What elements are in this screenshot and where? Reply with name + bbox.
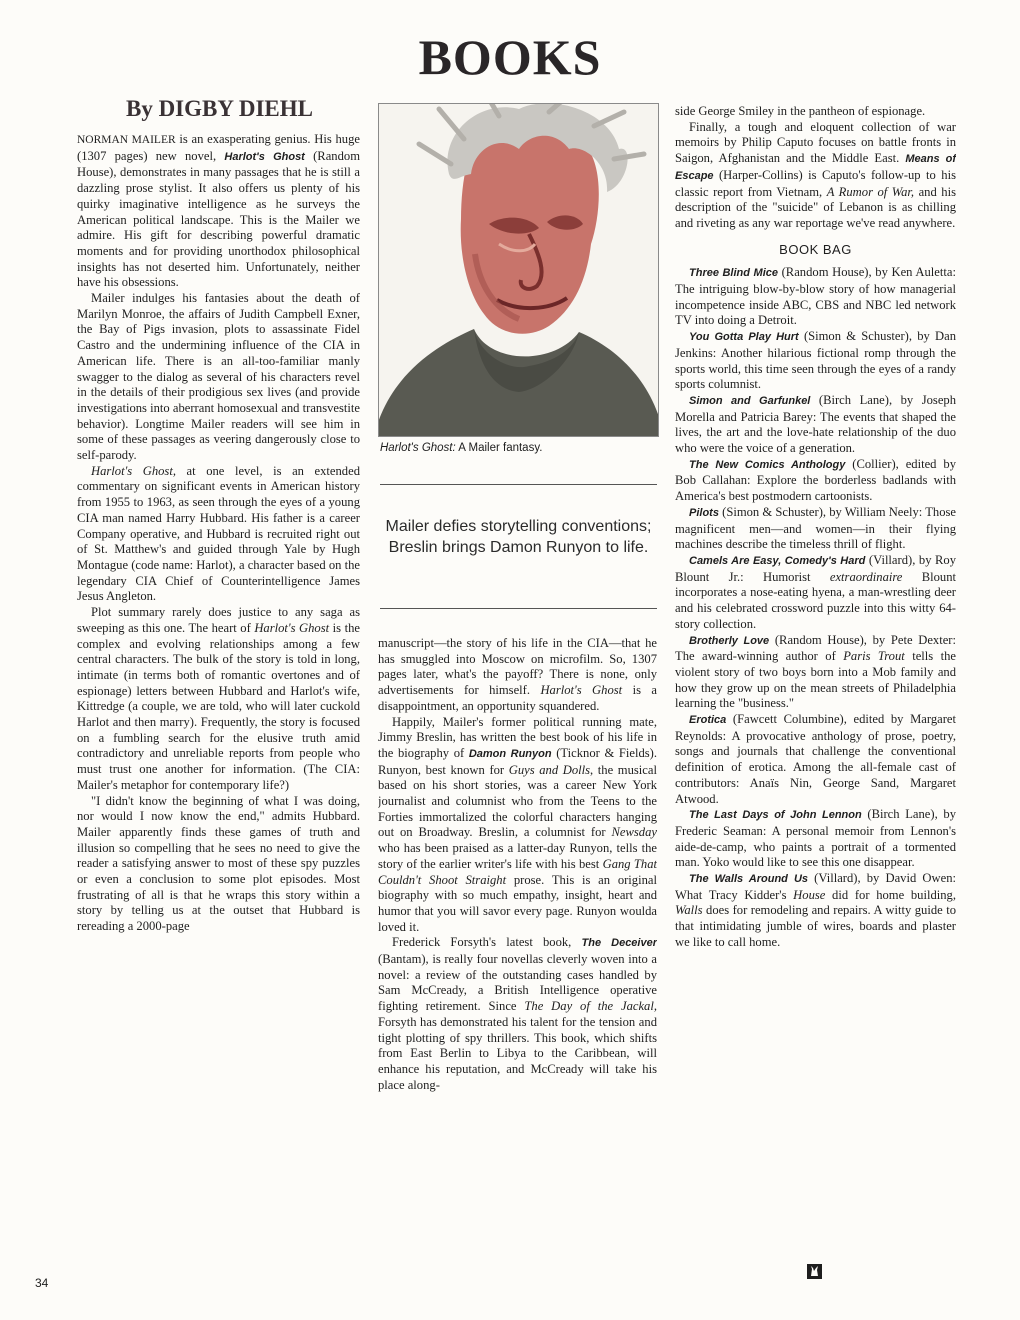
- book-bag-item: Erotica (Fawcett Columbine), edited by Margaret Reynolds: A provocative anthology of prose, poetry, songs and journals that challenge the conventional definition of erotica. Among the all-female cast of contributors: Anaïs Nin, George Sand, Margaret Atwood.: [675, 712, 956, 806]
- book-bag-item: Three Blind Mice (Random House), by Ken Auletta: The intriguing blow-by-blow story of how managerial incompetence inside ABC, CBS and NBC led network TV into doing a Detroit.: [675, 265, 956, 328]
- byline: By DIGBY DIEHL: [125, 96, 314, 121]
- book-bag-heading: BOOK BAG: [779, 241, 852, 257]
- paragraph: Finally, a tough and eloquent collection of war memoirs by Philip Caputo focuses on battle fronts in Saigon, Afghanistan and the Middle East. Means of Escape (Harper-Collins) is Caputo's follow-up to his classic report from Vietnam, A Rumor of War, and his description of the "suicide" of Lebanon is as chilling and riveting as any war reportage we've read anywhere.: [675, 119, 956, 230]
- book-title: The Deceiver: [581, 937, 657, 950]
- divider: [380, 484, 657, 485]
- rabbit-head-icon: [807, 1264, 822, 1279]
- portrait-illustration-icon: [379, 104, 658, 436]
- paragraph: side George Smiley in the pantheon of espionage.: [675, 104, 926, 118]
- book-bag-item: Camels Are Easy, Comedy's Hard (Villard), by Roy Blount Jr.: Humorist extraordinaire Blount incorporates a nose-eating hyena, a man-wrestling deer and his celebrated crossword puzzle into this witty 64-story collection.: [675, 552, 956, 631]
- paragraph: manuscript—the story of his life in the CIA—that he has smuggled into Moscow on microfilm. So, 1307 pages later, what's the payoff? There is none, only advertisements for himself. Harlot's Ghost is a disappointment, an opportunity squandered.: [378, 636, 657, 713]
- book-bag-item: Brotherly Love (Random House), by Pete Dexter: The award-winning author of Paris Trout tells the violent story of two boys born into a Mob family and how they grow up on the mean streets of Philadelphia learning the "business.": [675, 632, 956, 711]
- article-column-middle: [378, 636, 657, 1292]
- page-title: BOOKS: [418, 29, 602, 85]
- paragraph: Frederick Forsyth's latest book, The Deceiver (Bantam), is really four novellas cleverly woven into a novel: a review of the outstanding cases handled by Sam McCready, a British Intelligence operative fighting retirement. Since The Day of the Jackal, Forsyth has demonstrated his talent for the tension and tight plotting of spy thrillers. This book, which shifts from East Berlin to Libya to the Caribbean, will enhance his reputation, and McCready will take his place along-: [378, 935, 657, 1092]
- pull-quote: Mailer defies storytelling conventions; Breslin brings Damon Runyon to life.: [385, 518, 652, 556]
- figure-caption: Harlot's Ghost: A Mailer fantasy.: [380, 442, 543, 454]
- paragraph: Plot summary rarely does justice to any saga as sweeping as this one. The heart of Harlot's Ghost is the complex and evolving relationships among a few central characters. The bulk of the story is told in long, intimate (in terms both of romantic overtones and of espionage) letters between Hubbard and Harlot's wife, Kittredge (a couple, we are told, who will later cuckold Harlot and then marry). Frequently, the story is focused on a fumbling search for the elusive truth amid contradictory and unreliable reports from people who must trust one another for information. (The CIA: Mailer's metaphor for contemporary life?): [77, 605, 360, 792]
- book-title: Harlot's Ghost: [224, 150, 305, 163]
- book-bag-item: The New Comics Anthology (Collier), edited by Bob Callahan: Explore the borderless badlands with America's best postmodern cartoonists.: [675, 456, 956, 504]
- paragraph: Happily, Mailer's former political running mate, Jimmy Breslin, has written the best book of his life in the biography of Damon Runyon (Ticknor & Fields). Runyon, best known for Guys and Dolls, the musical based on his short stories, was a career New York journalist and columnist who from the Teens to the Forties immortalized the colorful characters hanging out on Broadway. Breslin, a columnist for Newsday who has been praised as a latter-day Runyon, tells the story of the earlier writer's life with his best Gang That Couldn't Shoot Straight prose. This is an original biography with so much empathy, insight, heart and humor that you will savor every page. Runyon woulda loved it.: [378, 714, 657, 934]
- article-column-right: [675, 104, 956, 1292]
- page-number: 34: [35, 1276, 49, 1290]
- divider: [380, 608, 657, 609]
- book-bag-item: The Walls Around Us (Villard), by David Owen: What Tracy Kidder's House did for home building, Walls does for remodeling and repairs. A witty guide to that intimidating jumble of wires, boards and plaster we like to call home.: [675, 871, 956, 949]
- book-bag-item: Pilots (Simon & Schuster), by William Neely: Those magnificent men—and women—in their flying machines describe the timeless thrill of flight.: [675, 504, 956, 552]
- paragraph: Mailer indulges his fantasies about the death of Marilyn Monroe, the affairs of Judith Campbell Exner, the Bay of Pigs invasion, plots to assassinate Fidel Castro and the undermining influence of the CIA in American life. There is an all-too-familiar manly swagger to the dialog as several of his characters revel in the details of their prodigious sex lives (and provide investigations into aberrant homosexual and transvestite behavior). Longtime Mailer readers will see him in some of these passages as veering dangerously close to self-parody.: [77, 291, 360, 463]
- book-bag-item: The Last Days of John Lennon (Birch Lane), by Frederic Seaman: A personal memoir from Lennon's aide-de-camp, who paints a portrait of a tormented man. Yoko would like to see this one disappear.: [675, 807, 956, 870]
- book-bag-item: You Gotta Play Hurt (Simon & Schuster), by Dan Jenkins: Another hilarious fictional romp through the sports world, this time seen through the eyes of a randy sports columnist.: [675, 329, 956, 392]
- paragraph: Harlot's Ghost, at one level, is an extended commentary on significant events in American history from 1955 to 1963, as seen through the eyes of a young CIA man named Harry Hubbard. His father is a career Company operative, and Hubbard is recruited right out of St. Matthew's and guided through Yale by Hugh Montague (code name: Harlot), a character based on the legendary CIA Chief of Counterintelligence James Jesus Angleton.: [77, 463, 360, 604]
- article-column-left: [77, 132, 360, 1292]
- book-title: Means of Escape: [675, 153, 956, 182]
- paragraph: "I didn't know the beginning of what I was doing, nor would I now know the end," admits Hubbard. Mailer apparently finds these games of truth and illusion so compelling that he sees no need to give the reader a satisfying answer to most of these spy puzzles or even a conclusion to some plot episodes. Most frustrating of all is that he wraps this story within a story by telling us at the outset that Hubbard is rereading a 2000-page: [77, 793, 360, 934]
- book-bag-item: Simon and Garfunkel (Birch Lane), by Joseph Morella and Patricia Barey: The events that shaped the lives, the art and the love-hate relationship of the duo who were the voice of a generation.: [675, 392, 956, 456]
- paragraph: NORMAN MAILER is an exasperating genius. His huge (1307 pages) new novel, Harlot's Ghost (Random House), demonstrates in many passages that he is still a dazzling prose stylist. It also offers us plenty of his quirky imaginative intelligence as he surveys the American political landscape. This is the Mailer we admire. His gift for describing powerful dramatic moments and for providing unorthodox philosophical insights has not deserted him. Unfortunately, neither have his obsessions.: [77, 132, 360, 290]
- portrait-illustration: [378, 103, 659, 437]
- book-title: Damon Runyon: [468, 747, 552, 760]
